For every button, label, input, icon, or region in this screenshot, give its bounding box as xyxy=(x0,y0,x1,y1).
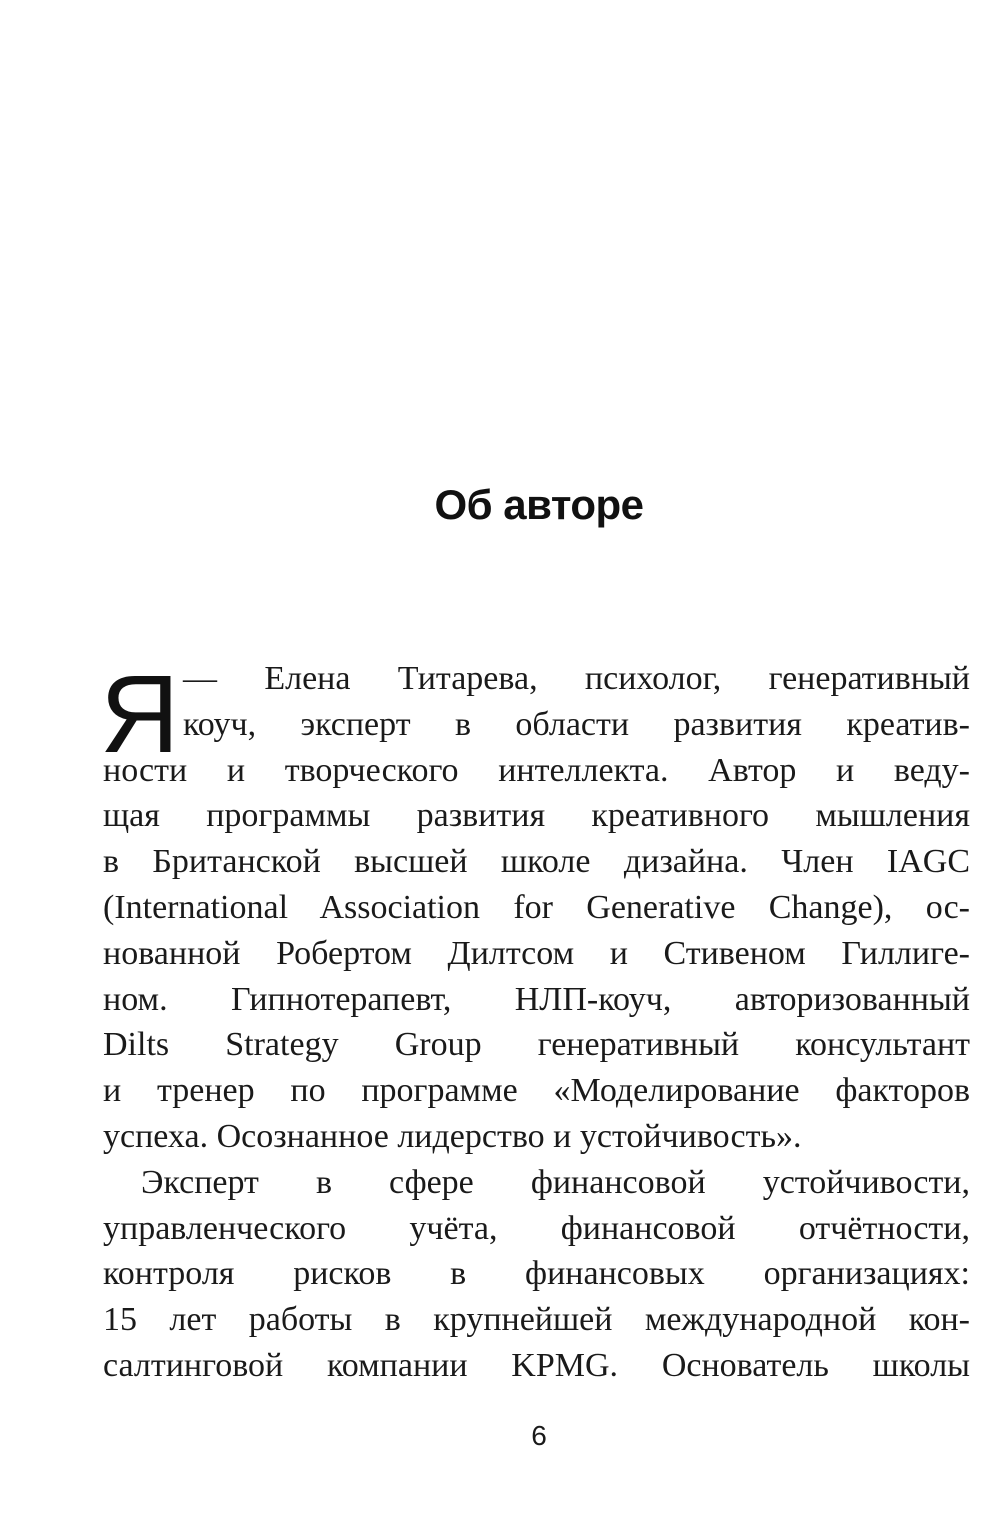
text-line: 15 лет работы в крупнейшей международной кон- xyxy=(103,1301,970,1339)
text-line: (International Association for Generative Change), ос- xyxy=(103,888,970,926)
text-line: ности и творческого интеллекта. Автор и веду- xyxy=(103,751,970,789)
page-title: Об авторе xyxy=(434,481,644,528)
page-number: 6 xyxy=(531,1420,547,1451)
drop-cap: Я xyxy=(100,653,180,776)
text-line: коуч, эксперт в области развития креатив- xyxy=(183,705,970,743)
text-line: Эксперт в сфере финансовой устойчивости, xyxy=(141,1163,970,1201)
text-line: ном. Гипнотерапевт, НЛП-коуч, авторизованный xyxy=(103,980,970,1018)
body-text xyxy=(103,656,970,1389)
text-line: Dilts Strategy Group генеративный консультант xyxy=(103,1026,970,1064)
text-line: и тренер по программе «Моделирование факторов xyxy=(103,1072,970,1110)
text-line: успеха. Осознанное лидерство и устойчивость». xyxy=(103,1117,802,1155)
text-line: — Елена Титарева, психолог, генеративный xyxy=(183,660,970,697)
text-line: контроля рисков в финансовых организациях: xyxy=(103,1255,970,1293)
text-line: щая программы развития креативного мышления xyxy=(103,797,970,835)
text-line: нованной Робертом Дилтсом и Стивеном Гиллиге- xyxy=(103,934,970,972)
text-line: салтинговой компании KPMG. Основатель школы xyxy=(103,1346,970,1384)
text-line: управленческого учёта, финансовой отчётности, xyxy=(103,1209,970,1247)
text-line: в Британской высшей школе дизайна. Член IAGC xyxy=(103,843,970,881)
